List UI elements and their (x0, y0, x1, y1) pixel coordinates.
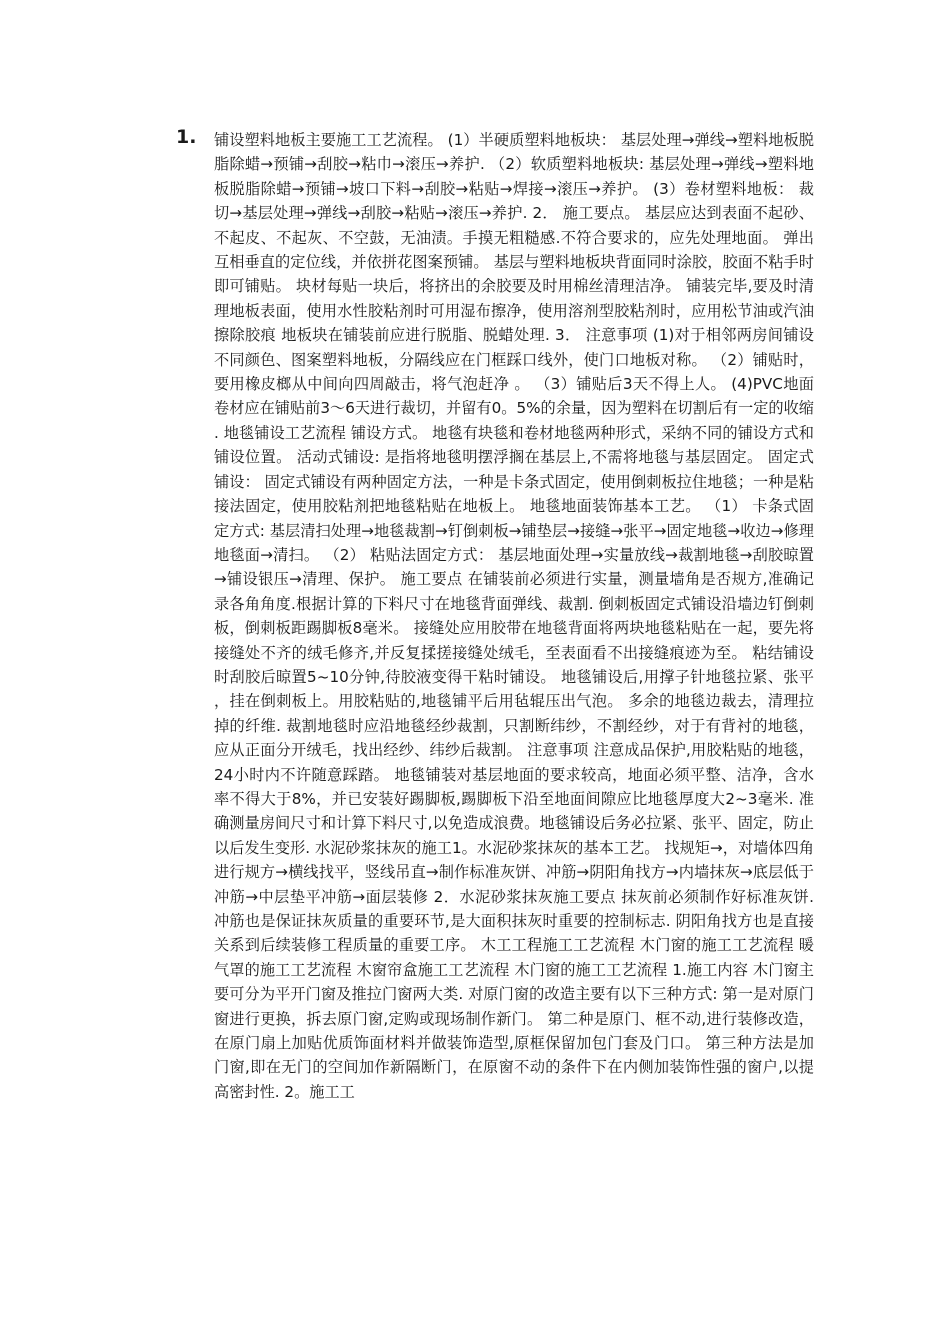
body-paragraph: 铺设塑料地板主要施工工艺流程。 (1）半硬质塑料地板块： 基层处理→弹线→塑料地板脱脂除蜡→预铺→刮胶→粘巾→滚压→养护. （2）软质塑料地板块: 基层处理→弹线→塑料地板脱脂除蜡→预铺→坡口下料→刮胶→粘贴→焊接→滚压→养护。 (3）卷材塑料地板： 裁切→基层处理→弹线→刮胶→粘贴→滚压→养护. 2． 施工要点。 基层应达到表面不起砂、不起皮、不起灰、不空鼓，无油渍。手摸无粗糙感.不符合要求的，应先处理地面。 弹出互相垂直的定位线，并依拼花图案预铺。 基层与塑料地板块背面同时涂胶，胶面不粘手时即可铺贴。 块材每贴一块后，将挤出的余胶要及时用棉丝清理洁净。 铺装完毕,要及时清理地板表面，使用水性胶粘剂时可用湿布擦净，使用溶剂型胶粘剂时，应用松节油或汽油擦除胶痕 地板块在铺装前应进行脱脂、脱蜡处理. 3． 注意事项 (1)对于相邻两房间铺设不同颜色、图案塑料地板，分隔线应在门框踩口线外，使门口地板对称。 （2）铺贴时，要用橡皮榔从中间向四周敲击，将气泡赶净 。 （3）铺贴后3天不得上人。 (4)PVC地面卷材应在铺贴前3～6天进行裁切，并留有0。5%的余量，因为塑料在切割后有一定的收缩. 地毯铺设工艺流程 铺设方式。 地毯有块毯和卷材地毯两种形式，采纳不同的铺设方式和铺设位置。 活动式铺设: 是指将地毯明摆浮搁在基层上,不需将地毯与基层固定。 固定式铺设： 固定式铺设有两种固定方法，一种是卡条式固定，使用倒刺板拉住地毯；一种是粘接法固定，使用胶粘剂把地毯粘贴在地板上。 地毯地面装饰基本工艺。 （1） 卡条式固定方式: 基层清扫处理→地毯裁割→钉倒刺板→铺垫层→接缝→张平→固定地毯→收边→修理地毯面→清扫。 （2） 粘贴法固定方式： 基层地面处理→实量放线→裁割地毯→刮胶晾置→铺设银压→清理、保护。 施工要点 在铺装前必须进行实量，测量墙角是否规方,准确记录各角角度.根据计算的下料尺寸在地毯背面弹线、裁割. 倒刺板固定式铺设沿墙边钉倒刺板，倒刺板距踢脚板8毫米。 接缝处应用胶带在地毯背面将两块地毯粘贴在一起，要先将接缝处不齐的绒毛修齐,并反复揉搓接缝处绒毛，至表面看不出接缝痕迹为至。 粘结铺设时刮胶后晾置5~10分钟,待胶液变得干粘时铺设。 地毯铺设后,用撑子针地毯拉紧、张平，挂在倒刺板上。用胶粘贴的,地毯铺平后用毡辊压出气泡。 多余的地毯边裁去，清理拉掉的纤维. 裁割地毯时应沿地毯经纱裁割，只割断纬纱，不割经纱，对于有背衬的地毯，应从正面分开绒毛，找出经纱、纬纱后裁割。 注意事项 注意成品保护,用胶粘贴的地毯，24小时内不许随意踩踏。 地毯铺装对基层地面的要求较高，地面必须平整、洁净，含水率不得大于8%，并已安装好踢脚板,踢脚板下沿至地面间隙应比地毯厚度大2~3毫米. 准确测量房间尺寸和计算下料尺寸,以免造成浪费。地毯铺设后务必拉紧、张平、固定，防止以后发生变形. 水泥砂浆抹灰的施工1。水泥砂浆抹灰的基本工艺。 找规矩→，对墙体四角进行规方→横线找平，竖线吊直→制作标准灰饼、冲筋→阴阳角找方→内墙抹灰→底层低于冲筋→中层垫平冲筋→面层装修 2．水泥砂浆抹灰施工要点 抹灰前必须制作好标准灰饼. 冲筋也是保证抹灰质量的重要环节,是大面积抹灰时重要的控制标志. 阴阳角找方也是直接关系到后续装修工程质量的重要工序。 木工工程施工工艺流程 木门窗的施工工艺流程 暖气罩的施工工艺流程 木窗帘盒施工工艺流程 木门窗的施工工艺流程 1.施工内容 木门窗主要可分为平开门窗及推拉门窗两大类. 对原门窗的改造主要有以下三种方式: 第一是对原门窗进行更换，拆去原门窗,定购或现场制作新门。 第二种是原门、框不动,进行装修改造，在原门扇上加贴优质饰面材料并做装饰造型,原框保留加包门套及门口。 第三种方法是加门窗,即在无门的空间加作新隔断门，在原窗不动的条件下在内侧加装饰性强的窗户,以提高密封性. 2。施工工 (214, 131, 814, 1101)
item-number: 1. (176, 126, 197, 148)
